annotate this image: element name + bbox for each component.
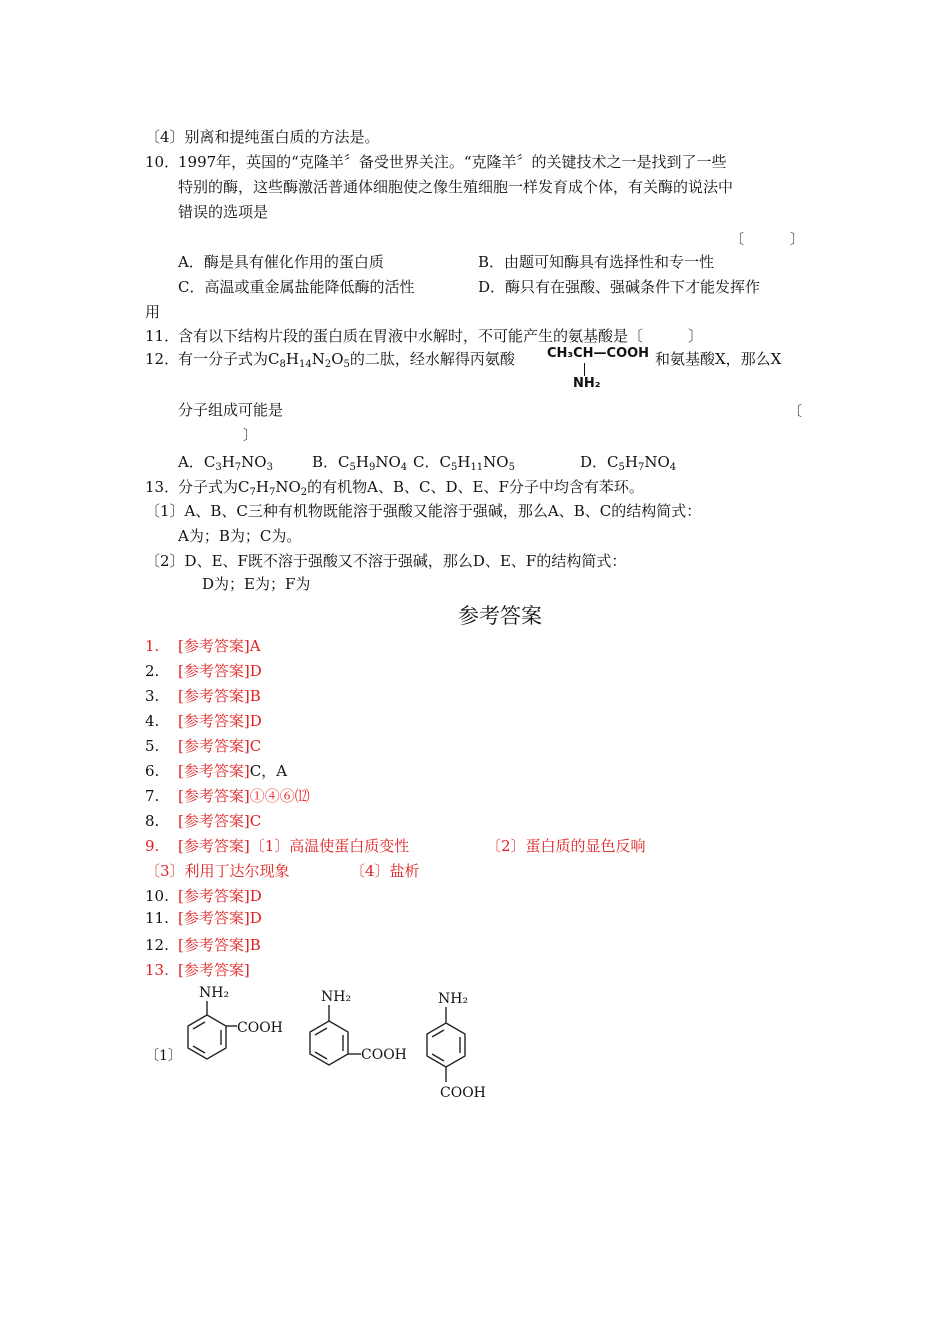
cooh-label-ortho: COOH [237, 1020, 283, 1036]
answer-10-number: 10. [145, 887, 169, 905]
q13-text-d: 的有机物A、B、C、D、E、F分子中均含有苯环。 [307, 478, 644, 496]
q13-sub-3: 2 [300, 487, 308, 498]
answer-1-number: 1. [145, 637, 160, 655]
alanine-nh2: NH₂ [573, 376, 601, 391]
q13-text-c: NO [275, 478, 301, 496]
answer-11-number: 11. [145, 909, 169, 927]
answer-1-text: [参考答案]A [178, 637, 261, 655]
q12-text-c: N [311, 350, 325, 368]
q10-paren-open: 〔 [730, 232, 744, 248]
cooh-label-para: COOH [440, 1085, 486, 1101]
answer-9-cont-extra: 〔4〕盐析 [350, 862, 420, 880]
q12-number: 12． [145, 350, 180, 368]
q12-paren-close: 〕 [243, 428, 257, 444]
q12-text-e: 的二肽，经水解得丙氨酸 [349, 350, 515, 368]
answer-3-number: 3. [145, 687, 160, 705]
answer-10-text: [参考答案]D [178, 887, 262, 905]
q13-text-a: 分子式为C [178, 478, 250, 496]
q10-text-line1: 1997年，英国的“克隆羊〞备受世界关注。“克隆羊〞的关键技术之一是找到了一些 [178, 153, 727, 171]
answer-12-number: 12. [145, 936, 169, 954]
answer-4-text: [参考答案]D [178, 712, 262, 730]
answer-3-text: [参考答案]B [178, 687, 261, 705]
q12-sub-2: 14 [298, 359, 312, 370]
answer-4-number: 4. [145, 712, 160, 730]
alanine-formula: CH₃CH—COOH [547, 346, 650, 361]
answer-8-text: [参考答案]C [178, 812, 262, 830]
q10-number: 10． [145, 153, 180, 171]
q12-text-d: O [331, 350, 344, 368]
q12-text-a: 有一分子式为C [178, 350, 280, 368]
q12-option-a: A．$C_3H_7NO_3$ [178, 453, 273, 473]
q10-line2: 特别的酶，这些酶激活普通体细胞使之像生殖细胞一样发育成个体，有关酶的说法中 [178, 178, 734, 196]
q13-part1-answer: A为；B为；C为。 [178, 527, 302, 545]
answer-9-text: [参考答案]〔1〕高温使蛋白质变性 [178, 837, 410, 855]
q12-sub-3: 2 [324, 359, 332, 370]
q12-option-c: C．$C_5H_{11}NO_5$ [413, 453, 515, 473]
q11-number: 11． [145, 327, 180, 345]
answer-13-text: [参考答案] [178, 961, 250, 979]
q9-part4: 〔4〕别离和提纯蛋白质的方法是。 [145, 128, 380, 146]
answer-11-text: [参考答案]D [178, 909, 262, 927]
q12-line2: 分子组成可能是 [178, 401, 284, 419]
q13-part2-answer: D为；E为；F为 [202, 575, 311, 593]
q11-text: 含有以下结构片段的蛋白质在胃液中水解时，不可能产生的氨基酸是〔 〕 [178, 327, 704, 345]
answer-7-text: [参考答案]①④⑥⑿ [178, 787, 310, 805]
answer-5-text: [参考答案]C [178, 737, 262, 755]
answer-2-text: [参考答案]D [178, 662, 262, 680]
answer-6-number: 6. [145, 762, 160, 780]
q12-option-d: D．$C_5H_7NO_4$ [580, 453, 677, 473]
answer-9-extra: 〔2〕蛋白质的显色反响 [486, 837, 646, 855]
q10-option-d-cont: 用 [145, 303, 161, 321]
q13-part1: 〔1〕A、B、C三种有机物既能溶于强酸又能溶于强碱，那么A、B、C的结构简式： [145, 502, 702, 520]
nh2-label-ortho: NH₂ [199, 985, 230, 1001]
cooh-label-meta: COOH [361, 1047, 407, 1063]
answer-8-number: 8. [145, 812, 160, 830]
q12-option-c-label: C．C [413, 453, 451, 471]
nh2-label-meta: NH₂ [321, 989, 352, 1005]
q12-option-b: B．$C_5H_9NO_4$ [312, 453, 408, 473]
answer-5-number: 5. [145, 737, 160, 755]
answer-9-number: 9. [145, 837, 160, 855]
q13-number: 13． [145, 478, 180, 496]
q10-paren-close: 〕 [790, 232, 804, 248]
q13-sub-1: 7 [249, 487, 256, 498]
answers-title: 参考答案 [458, 604, 542, 628]
q13-text-b: H [255, 478, 269, 496]
q12-option-d-label: D．C [580, 453, 619, 471]
q12-option-a-label: A．C [178, 453, 216, 471]
q13-part2: 〔2〕D、E、F既不溶于强酸又不溶于强碱，那么D、E、F的结构简式： [145, 552, 627, 570]
answer-13-part1-label: 〔1〕 [145, 1048, 182, 1064]
answer-13-number: 13. [145, 961, 169, 979]
q10-line3: 错误的选项是 [178, 203, 269, 221]
nh2-label-para: NH₂ [438, 991, 469, 1007]
q12-sub-4: 5 [343, 359, 350, 370]
q10-option-b: B．由题可知酶具有选择性和专一性 [478, 253, 715, 271]
q10-option-a: A．酶是具有催化作用的蛋白质 [178, 253, 384, 271]
answer-6-tail: C，A [249, 762, 288, 780]
answer-7-number: 7. [145, 787, 160, 805]
q12-option-b-label: B．C [312, 453, 350, 471]
answer-9-cont: 〔3〕利用丁达尔现象 [145, 862, 290, 880]
q12-text-b: H [285, 350, 299, 368]
q10-option-d: D．酶只有在强酸、强碱条件下才能发挥作 [478, 278, 761, 296]
q12-text-f: 和氨基酸X，那么X [655, 350, 782, 368]
answer-2-number: 2. [145, 662, 160, 680]
q10-option-c: C．高温或重金属盐能降低酶的活性 [178, 278, 415, 296]
answer-12-text: [参考答案]B [178, 936, 261, 954]
q12-paren-open: 〔 [788, 404, 802, 420]
q13-sub-2: 7 [268, 487, 276, 498]
q12-sub-1: 8 [279, 359, 286, 370]
answer-6-text: [参考答案] [178, 762, 250, 780]
